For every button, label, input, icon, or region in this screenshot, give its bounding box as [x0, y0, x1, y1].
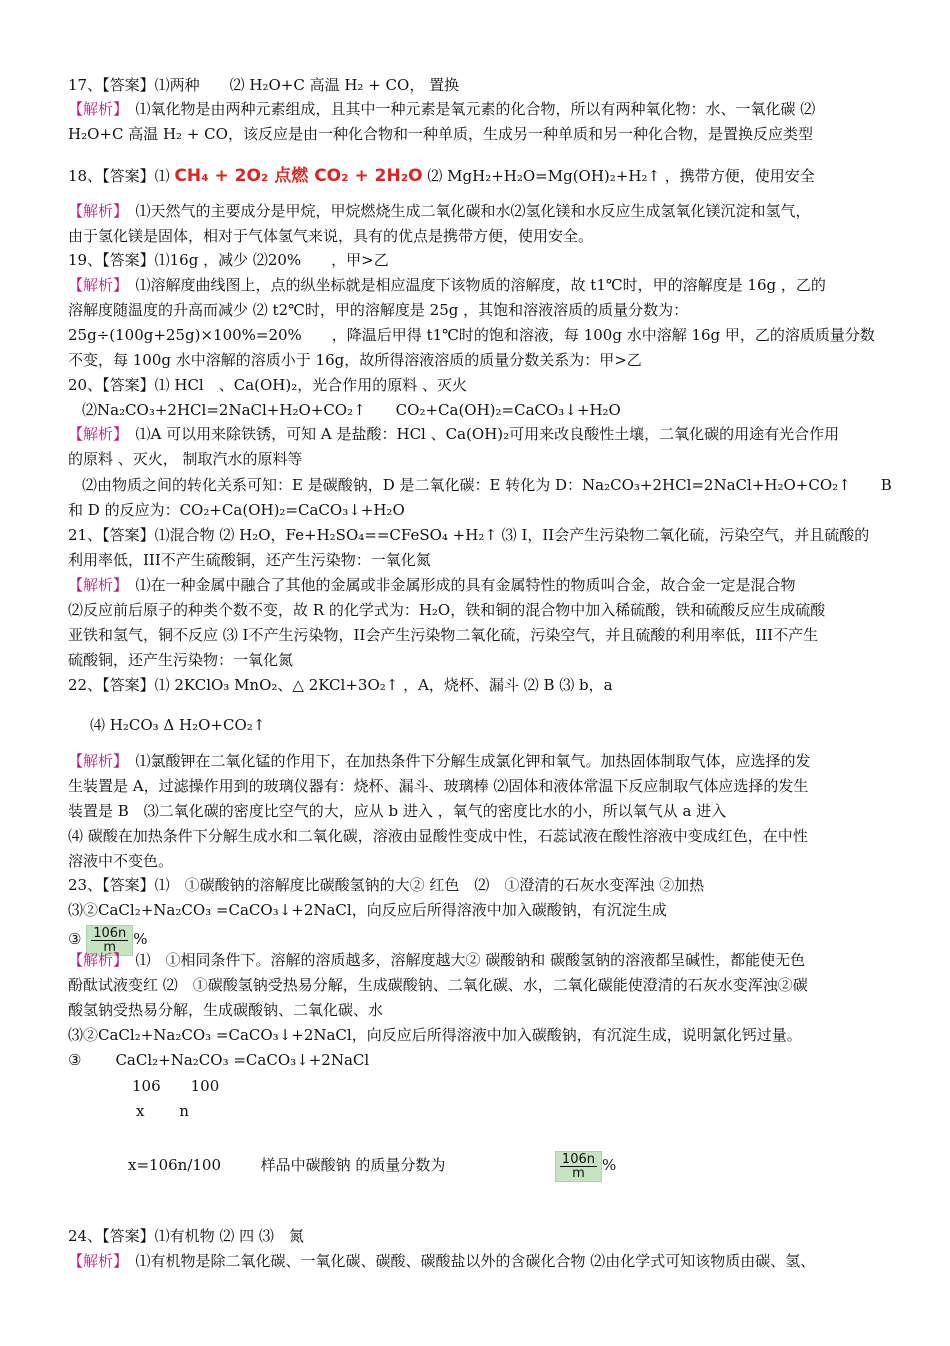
analysis-text: ⑴氧化物是由两种元素组成，且其中一种元素是氧元素的化合物，所以有两种氧化物：水、一氧化碳 ⑵ — [135, 100, 816, 118]
answer-text: ⑴两种 ⑵ H₂O+C 高温 H₂ + CO， 置换 — [154, 76, 460, 94]
answer-17 — [68, 74, 459, 96]
analysis-21-line4 — [68, 649, 293, 671]
methane-combustion-equation: CH₄ + 2O₂ 点燃 CO₂ + 2H₂O — [174, 166, 423, 186]
analysis-text: 不变，每 100g 水中溶解的溶质小于 16g，故所得溶液溶质的质量分数关系为：甲>乙 — [68, 351, 642, 369]
fraction-numerator: 106n — [93, 925, 127, 941]
analysis-17-line2 — [68, 123, 813, 145]
answer-text: ⑴ ①碳酸钠的溶解度比碳酸氢钠的大② 红色 ⑵ ①澄清的石灰水变浑浊 ②加热 — [154, 876, 705, 894]
analysis-label: 【解析】 — [68, 100, 121, 118]
answer-23 — [68, 874, 704, 896]
answer-label: 【答案】 — [102, 76, 155, 94]
analysis-21-line1 — [68, 574, 796, 596]
analysis-text: 亚铁和氢气，铜不反应 ⑶ I不产生污染物，II会产生污染物二氧化硫，污染空气，并且硫酸的利用率低，III不产生 — [68, 626, 819, 644]
analysis-23-line1 — [68, 949, 805, 971]
answer-22-line2 — [90, 714, 265, 736]
answer-label: 【答案】 — [102, 167, 155, 185]
analysis-text: ⑴A 可以用来除铁锈，可知 A 是盐酸：HCl 、Ca(OH)₂可用来改良酸性土壤，二氧化碳的用途有光合作用 — [135, 425, 840, 443]
analysis-23-line2 — [68, 974, 808, 996]
analysis-text: 的原料 、灭火， 制取汽水的原料等 — [68, 450, 303, 468]
calc-values: 106 100 — [132, 1077, 220, 1095]
answer-text: ⑴混合物 ⑵ H₂O，Fe+H₂SO₄==CFeSO₄ +H₂↑ ⑶ I，II会产生污染物二氧化硫，污染空气，并且硫酸的 — [154, 526, 870, 544]
analysis-22-line5 — [68, 850, 173, 872]
calc-result-line — [128, 1150, 616, 1182]
answer-20-line2 — [82, 399, 621, 421]
analysis-text: 溶液中不变色。 — [68, 852, 174, 870]
calc-row-1 — [132, 1075, 219, 1097]
analysis-24-line1 — [68, 1250, 815, 1272]
analysis-23-line4 — [68, 1024, 802, 1046]
answer-text: ⑴ HCl 、Ca(OH)₂，光合作用的原料 、灭火 — [154, 376, 468, 394]
answer-text: ⑴有机物 ⑵ 四 ⑶ 氮 — [154, 1227, 304, 1245]
analysis-17-line1 — [68, 98, 815, 120]
answer-label: 【答案】 — [102, 376, 155, 394]
item-number: 17、 — [68, 76, 103, 94]
calc-text: 样品中碳酸钠 的质量分数为 — [260, 1156, 446, 1174]
analysis-18-line2 — [68, 225, 593, 247]
answer-text: ⑷ H₂CO₃ Δ H₂O+CO₂↑ — [90, 716, 266, 734]
item-number: 22、 — [68, 676, 103, 694]
analysis-19-line1 — [68, 274, 826, 296]
percent-sign: % — [601, 1156, 617, 1174]
analysis-text: ⑶②CaCl₂+Na₂CO₃ =CaCO₃↓+2NaCl，向反应后所得溶液中加入碳酸钠，有沉淀生成，说明氯化钙过量。 — [68, 1026, 802, 1044]
answer-text: ⑵ MgH₂+H₂O=Mg(OH)₂+H₂↑ ，携带方便，使用安全 — [427, 167, 815, 185]
answer-text: ⑴ 2KClO₃ MnO₂、△ 2KCl+3O₂↑ ，A，烧杯、漏斗 ⑵ B ⑶ b，a — [154, 676, 613, 694]
analysis-20-line4 — [68, 499, 405, 521]
analysis-21-line2 — [68, 599, 825, 621]
analysis-label: 【解析】 — [68, 425, 121, 443]
answer-19 — [68, 249, 389, 271]
analysis-23-line3 — [68, 999, 383, 1021]
answer-text: 利用率低，III不产生硫酸铜，还产生污染物：一氧化氮 — [68, 551, 431, 569]
answer-text: ⑴16g ，减少 ⑵20% ，甲>乙 — [154, 251, 389, 269]
analysis-text: ⑵反应前后原子的种类个数不变，故 R 的化学式为：H₂O，铁和铜的混合物中加入稀硫酸，铁和硫酸反应生成硫酸 — [68, 601, 826, 619]
answer-label: 【答案】 — [102, 251, 155, 269]
answer-label: 【答案】 — [102, 526, 155, 544]
analysis-text: 和 D 的反应为：CO₂+Ca(OH)₂=CaCO₃↓+H₂O — [68, 501, 405, 519]
answer-21-line2 — [68, 549, 431, 571]
answer-label: 【答案】 — [102, 1227, 155, 1245]
answer-text: ⑶②CaCl₂+Na₂CO₃ =CaCO₃↓+2NaCl，向反应后所得溶液中加入碳酸钠，有沉淀生成 — [68, 901, 667, 919]
fraction-denominator: m — [572, 1165, 585, 1181]
analysis-22-line2 — [68, 775, 808, 797]
percent-sign: % — [133, 930, 148, 948]
analysis-label: 【解析】 — [68, 752, 121, 770]
analysis-label: 【解析】 — [68, 951, 121, 969]
analysis-text: 25g÷(100g+25g)×100%=20% ，降温后甲得 t1℃时的饱和溶液，每 100g 水中溶解 16g 甲，乙的溶质质量分数 — [68, 326, 875, 344]
analysis-text: ⑵由物质之间的转化关系可知：E 是碳酸钠，D 是二氧化碳：E 转化为 D：Na₂CO₃+2HCl=2NaCl+H₂O+CO₂↑ B — [82, 476, 892, 494]
calc-result: x=106n/100 — [128, 1156, 222, 1174]
analysis-text: ⑴ ①相同条件下。溶解的溶质越多，溶解度越大② 碳酸钠和 碳酸氢钠的溶液都呈碱性，都能使无色 — [135, 951, 806, 969]
answer-label: 【答案】 — [102, 876, 155, 894]
analysis-label: 【解析】 — [68, 276, 121, 294]
answer-24 — [68, 1225, 304, 1247]
analysis-text: 由于氢化镁是固体，相对于气体氢气来说，具有的优点是携带方便，使用安全。 — [68, 227, 594, 245]
answer-prefix: ⑴ — [154, 167, 170, 185]
item-number: 24、 — [68, 1227, 103, 1245]
answer-20 — [68, 374, 467, 396]
analysis-text: ⑴在一种金属中融合了其他的金属或非金属形成的具有金属特性的物质叫合金，故合金一定是混合物 — [135, 576, 796, 594]
item-number: 21、 — [68, 526, 103, 544]
calc-equation-line — [68, 1049, 369, 1071]
analysis-text: ⑴氯酸钾在二氧化锰的作用下，在加热条件下分解生成氯化钾和氧气。加热固体制取气体，应选择的发 — [135, 752, 811, 770]
analysis-text: 溶解度随温度的升高而减少 ⑵ t2℃时，甲的溶解度是 25g ，其饱和溶液溶质的质量分数为： — [68, 301, 689, 319]
analysis-text: ⑴有机物是除二氧化碳、一氧化碳、碳酸、碳酸盐以外的含碳化合物 ⑵由化学式可知该物质由碳、氢、 — [135, 1252, 816, 1270]
analysis-text: 硫酸铜，还产生污染物：一氧化氮 — [68, 651, 294, 669]
analysis-text: 生装置是 A，过滤操作用到的玻璃仪器有：烧杯、漏斗、玻璃棒 ⑵固体和液体常温下反应制取气体应选择的发生 — [68, 777, 809, 795]
analysis-22-line3 — [68, 800, 726, 822]
analysis-20-line1 — [68, 423, 839, 445]
answer-23-line2 — [68, 899, 667, 921]
analysis-19-line4 — [68, 349, 642, 371]
item-number: 19、 — [68, 251, 103, 269]
calc-row-2 — [136, 1100, 189, 1122]
analysis-text: H₂O+C 高温 H₂ + CO，该反应是由一种化合物和一种单质，生成另一种单质和另一种化合物，是置换反应类型 — [68, 125, 813, 143]
analysis-text: 装置是 B ⑶二氧化碳的密度比空气的大，应从 b 进入 ，氧气的密度比水的小，所以氧气从 a 进入 — [68, 802, 727, 820]
item-number: 23、 — [68, 876, 103, 894]
fraction-image — [555, 1151, 602, 1182]
analysis-text: 酸氢钠受热易分解，生成碳酸钠、二氧化碳、水 — [68, 1001, 384, 1019]
analysis-text: ⑴天然气的主要成分是甲烷，甲烷燃烧生成二氧化碳和水⑵氢化镁和水反应生成氢氧化镁沉淀和氢气， — [135, 202, 811, 220]
analysis-text: 酚酞试液变红 ⑵ ①碳酸氢钠受热易分解，生成碳酸钠、二氧化碳、水，二氧化碳能使澄清的石灰水变浑浊②碳 — [68, 976, 808, 994]
analysis-18-line1 — [68, 200, 811, 222]
analysis-22-line4 — [68, 825, 808, 847]
analysis-label: 【解析】 — [68, 1252, 121, 1270]
answer-prefix: ③ — [68, 930, 82, 948]
calc-equation: CaCl₂+Na₂CO₃ =CaCO₃↓+2NaCl — [115, 1051, 370, 1069]
item-number: 20、 — [68, 376, 103, 394]
answer-18 — [68, 162, 815, 190]
analysis-20-line2 — [68, 448, 303, 470]
calc-unknowns: x n — [136, 1102, 189, 1120]
analysis-19-line3 — [68, 324, 875, 346]
analysis-label: 【解析】 — [68, 576, 121, 594]
answer-22 — [68, 674, 613, 696]
analysis-label: 【解析】 — [68, 202, 121, 220]
analysis-22-line1 — [68, 750, 811, 772]
analysis-text: ⑴溶解度曲线图上，点的纵坐标就是相应温度下该物质的溶解度，故 t1℃时，甲的溶解度是 16g ，乙的 — [135, 276, 826, 294]
answer-text: ⑵Na₂CO₃+2HCl=2NaCl+H₂O+CO₂↑ CO₂+Ca(OH)₂=CaCO₃↓+H₂O — [82, 401, 621, 419]
answer-21 — [68, 524, 869, 546]
item-number: 18、 — [68, 167, 103, 185]
analysis-19-line2 — [68, 299, 688, 321]
calc-label: ③ — [68, 1051, 82, 1069]
analysis-21-line3 — [68, 624, 818, 646]
analysis-text: ⑷ 碳酸在加热条件下分解生成水和二氧化碳，溶液由显酸性变成中性，石蕊试液在酸性溶液中变成红色，在中性 — [68, 827, 808, 845]
fraction-denominator: m — [103, 939, 117, 955]
analysis-20-line3 — [82, 474, 892, 496]
answer-label: 【答案】 — [102, 676, 155, 694]
fraction-numerator: 106n — [561, 1151, 595, 1167]
